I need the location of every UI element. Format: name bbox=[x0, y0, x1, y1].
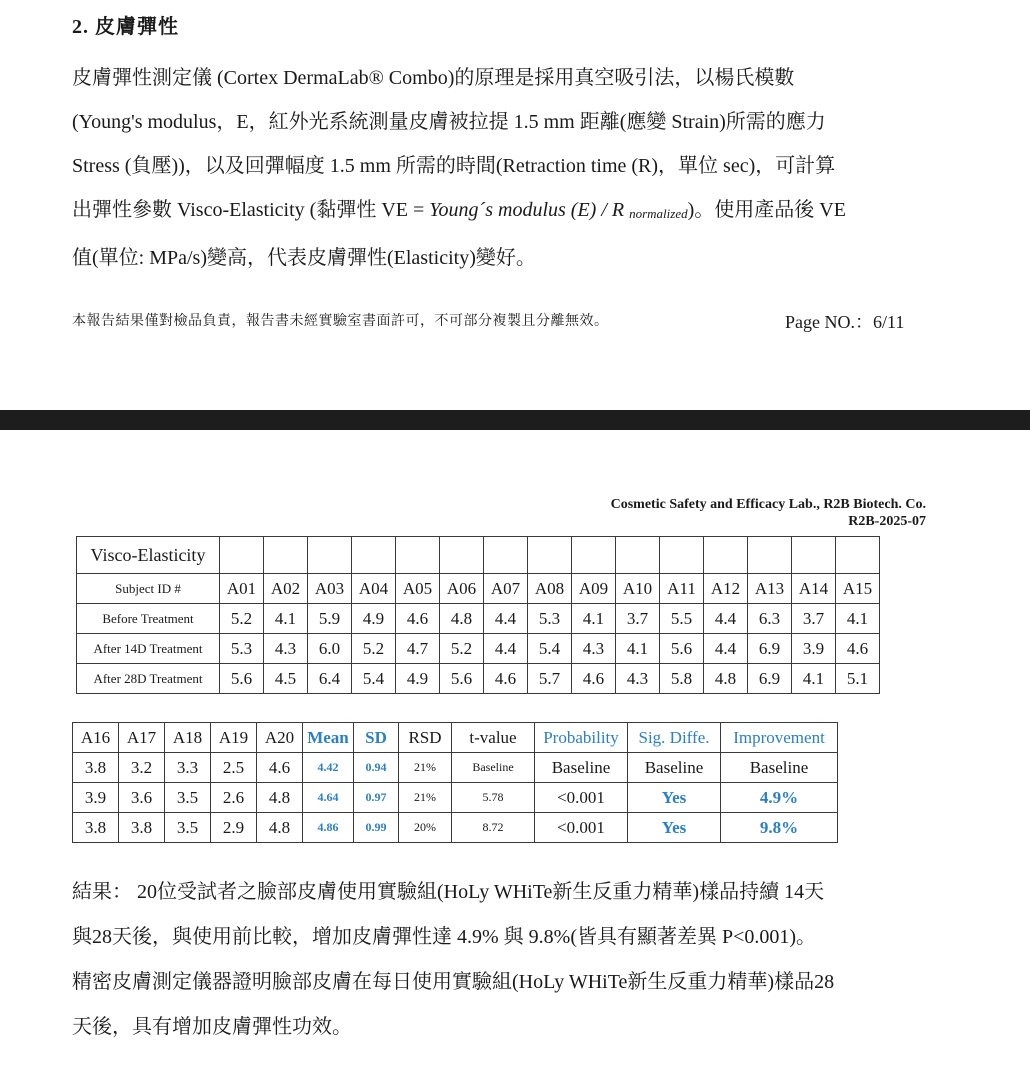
table-cell: 4.8 bbox=[440, 604, 484, 634]
column-header: A18 bbox=[165, 723, 211, 753]
empty-cell bbox=[440, 537, 484, 574]
row-label: Before Treatment bbox=[77, 604, 220, 634]
table-cell: 5.1 bbox=[836, 664, 880, 694]
table-cell: 2.9 bbox=[211, 813, 257, 843]
empty-cell bbox=[484, 537, 528, 574]
row-label: Subject ID # bbox=[77, 574, 220, 604]
column-header: A01 bbox=[220, 574, 264, 604]
ve-formula: Young´s modulus (E) / R bbox=[429, 199, 625, 221]
table-cell: 2.6 bbox=[211, 783, 257, 813]
table-cell: 3.8 bbox=[73, 813, 119, 843]
table-cell: 3.8 bbox=[73, 753, 119, 783]
column-header: Probability bbox=[535, 723, 628, 753]
column-header: A17 bbox=[119, 723, 165, 753]
empty-cell bbox=[792, 537, 836, 574]
paragraph-line: 皮膚彈性測定儀 (Cortex DermaLab® Combo)的原理是採用真空吸引法，以楊氏模數 bbox=[72, 67, 795, 89]
table-cell: <0.001 bbox=[535, 783, 628, 813]
table-cell: 4.1 bbox=[572, 604, 616, 634]
table-cell: 6.9 bbox=[748, 634, 792, 664]
table-cell: 3.8 bbox=[119, 813, 165, 843]
table-cell: 3.9 bbox=[73, 783, 119, 813]
table-cell: 4.3 bbox=[616, 664, 660, 694]
table-cell: 4.64 bbox=[303, 783, 354, 813]
table-cell: 5.3 bbox=[220, 634, 264, 664]
column-header: A20 bbox=[257, 723, 303, 753]
table-cell: 3.5 bbox=[165, 783, 211, 813]
table-cell: 5.2 bbox=[220, 604, 264, 634]
table-cell: 2.5 bbox=[211, 753, 257, 783]
report-page-7 bbox=[0, 430, 1030, 1089]
table-cell: 21% bbox=[399, 753, 452, 783]
table-cell: 4.4 bbox=[704, 604, 748, 634]
report-page-6 bbox=[0, 0, 1030, 410]
table-cell: 5.4 bbox=[528, 634, 572, 664]
row-label: After 28D Treatment bbox=[77, 664, 220, 694]
visco-elasticity-table-2 bbox=[72, 722, 838, 843]
table-cell: Baseline bbox=[628, 753, 721, 783]
column-header: A05 bbox=[396, 574, 440, 604]
table-cell: 5.6 bbox=[660, 634, 704, 664]
table-cell: 3.7 bbox=[792, 604, 836, 634]
table-cell: 3.5 bbox=[165, 813, 211, 843]
table-cell: 4.6 bbox=[836, 634, 880, 664]
table-cell: 4.1 bbox=[616, 634, 660, 664]
table-cell: 6.4 bbox=[308, 664, 352, 694]
table-cell: 5.5 bbox=[660, 604, 704, 634]
table-cell: 3.3 bbox=[165, 753, 211, 783]
table-cell: 21% bbox=[399, 783, 452, 813]
column-header: A06 bbox=[440, 574, 484, 604]
table-cell: 5.2 bbox=[440, 634, 484, 664]
table-cell: 4.9 bbox=[352, 604, 396, 634]
table-cell: 5.78 bbox=[452, 783, 535, 813]
table-cell: 4.8 bbox=[257, 783, 303, 813]
table-cell: Yes bbox=[628, 813, 721, 843]
column-header: A10 bbox=[616, 574, 660, 604]
table-cell: 4.1 bbox=[792, 664, 836, 694]
table-cell: 6.9 bbox=[748, 664, 792, 694]
empty-cell bbox=[748, 537, 792, 574]
conclusion-paragraph bbox=[72, 870, 952, 1050]
column-header: A14 bbox=[792, 574, 836, 604]
page-number: Page NO.：6/11 bbox=[785, 312, 905, 332]
table-cell: 0.94 bbox=[354, 753, 399, 783]
table-cell: 4.3 bbox=[264, 634, 308, 664]
table-cell: 4.8 bbox=[257, 813, 303, 843]
empty-cell bbox=[396, 537, 440, 574]
empty-cell bbox=[572, 537, 616, 574]
table-cell: 4.7 bbox=[396, 634, 440, 664]
table-row bbox=[77, 664, 880, 694]
visco-elasticity-table-1 bbox=[76, 536, 880, 694]
empty-cell bbox=[220, 537, 264, 574]
method-paragraph bbox=[72, 56, 942, 280]
column-header: Sig. Diffe. bbox=[628, 723, 721, 753]
table-cell: 4.6 bbox=[484, 664, 528, 694]
column-header: t-value bbox=[452, 723, 535, 753]
table-cell: 5.8 bbox=[660, 664, 704, 694]
paragraph-line: 結果： 20位受試者之臉部皮膚使用實驗組(HoLy WHiTe新生反重力精華)樣品持續 14天 bbox=[72, 881, 825, 903]
table-cell: 5.2 bbox=[352, 634, 396, 664]
report-id: R2B-2025-07 bbox=[848, 514, 926, 529]
empty-cell bbox=[528, 537, 572, 574]
empty-cell bbox=[352, 537, 396, 574]
paragraph-line: 值(單位: MPa/s)變高，代表皮膚彈性(Elasticity)變好。 bbox=[72, 247, 536, 269]
table-row bbox=[73, 783, 838, 813]
column-header: A02 bbox=[264, 574, 308, 604]
column-header: A07 bbox=[484, 574, 528, 604]
footer-disclaimer: 本報告結果僅對檢品負責，報告書未經實驗室書面許可，不可部分複製且分離無效。 bbox=[72, 314, 609, 329]
table-cell: Baseline bbox=[721, 753, 838, 783]
table-cell: Yes bbox=[628, 783, 721, 813]
column-header: RSD bbox=[399, 723, 452, 753]
empty-cell bbox=[704, 537, 748, 574]
lab-name: Cosmetic Safety and Efficacy Lab., R2B Biotech. Co. bbox=[610, 497, 926, 512]
column-header: A08 bbox=[528, 574, 572, 604]
column-header: Improvement bbox=[721, 723, 838, 753]
column-header: A11 bbox=[660, 574, 704, 604]
column-header: SD bbox=[354, 723, 399, 753]
table-cell: 3.2 bbox=[119, 753, 165, 783]
table-cell: 5.3 bbox=[528, 604, 572, 634]
empty-cell bbox=[308, 537, 352, 574]
table-cell: 5.4 bbox=[352, 664, 396, 694]
paragraph-line: (Young's modulus，E，紅外光系統測量皮膚被拉提 1.5 mm 距離(應變 Strain)所需的應力 bbox=[72, 111, 826, 133]
table-row bbox=[73, 753, 838, 783]
table-header-row bbox=[73, 723, 838, 753]
table-cell: 3.6 bbox=[119, 783, 165, 813]
table-header-row bbox=[77, 574, 880, 604]
table-title: Visco-Elasticity bbox=[77, 537, 220, 574]
column-header: A04 bbox=[352, 574, 396, 604]
table-cell: 3.9 bbox=[792, 634, 836, 664]
column-header: A12 bbox=[704, 574, 748, 604]
table-cell: 4.1 bbox=[264, 604, 308, 634]
column-header: A16 bbox=[73, 723, 119, 753]
table-cell: 5.6 bbox=[440, 664, 484, 694]
table-cell: 9.8% bbox=[721, 813, 838, 843]
table-row bbox=[77, 604, 880, 634]
table-cell: 20% bbox=[399, 813, 452, 843]
column-header: A03 bbox=[308, 574, 352, 604]
table-cell: 0.97 bbox=[354, 783, 399, 813]
table-cell: 4.6 bbox=[257, 753, 303, 783]
empty-cell bbox=[616, 537, 660, 574]
column-header: A13 bbox=[748, 574, 792, 604]
table-cell: 4.9 bbox=[396, 664, 440, 694]
table-cell: 4.6 bbox=[572, 664, 616, 694]
table-cell: 0.99 bbox=[354, 813, 399, 843]
page-divider bbox=[0, 410, 1030, 430]
table-cell: 8.72 bbox=[452, 813, 535, 843]
paragraph-line: 天後，具有增加皮膚彈性功效。 bbox=[72, 1016, 352, 1038]
table-cell: <0.001 bbox=[535, 813, 628, 843]
paragraph-line: 與28天後，與使用前比較，增加皮膚彈性達 4.9% 與 9.8%(皆具有顯著差異 P<0.001)。 bbox=[72, 926, 817, 948]
table-cell: 4.8 bbox=[704, 664, 748, 694]
column-header: A19 bbox=[211, 723, 257, 753]
empty-cell bbox=[660, 537, 704, 574]
paragraph-line: 出彈性參數 Visco-Elasticity (黏彈性 VE = Young´s modulus (E) / R normalized)。使用產品後 VE bbox=[72, 199, 846, 221]
table-cell: 6.0 bbox=[308, 634, 352, 664]
table-cell: 4.1 bbox=[836, 604, 880, 634]
table-cell: 4.4 bbox=[704, 634, 748, 664]
empty-cell bbox=[264, 537, 308, 574]
column-header: Mean bbox=[303, 723, 354, 753]
table-cell: 6.3 bbox=[748, 604, 792, 634]
table-cell: 4.86 bbox=[303, 813, 354, 843]
table-row bbox=[77, 634, 880, 664]
table-cell: 4.4 bbox=[484, 634, 528, 664]
table-cell: 4.4 bbox=[484, 604, 528, 634]
row-label: After 14D Treatment bbox=[77, 634, 220, 664]
table-row bbox=[77, 537, 880, 574]
column-header: A15 bbox=[836, 574, 880, 604]
table-cell: 5.6 bbox=[220, 664, 264, 694]
column-header: A09 bbox=[572, 574, 616, 604]
table-cell: 4.5 bbox=[264, 664, 308, 694]
table-cell: 4.9% bbox=[721, 783, 838, 813]
table-cell: 3.7 bbox=[616, 604, 660, 634]
table-cell: Baseline bbox=[452, 753, 535, 783]
table-row bbox=[73, 813, 838, 843]
table-cell: 4.3 bbox=[572, 634, 616, 664]
table-cell: Baseline bbox=[535, 753, 628, 783]
table-cell: 5.7 bbox=[528, 664, 572, 694]
empty-cell bbox=[836, 537, 880, 574]
table-cell: 5.9 bbox=[308, 604, 352, 634]
table-cell: 4.42 bbox=[303, 753, 354, 783]
table-cell: 4.6 bbox=[396, 604, 440, 634]
lab-header bbox=[611, 496, 926, 530]
paragraph-line: 精密皮膚測定儀器證明臉部皮膚在每日使用實驗組(HoLy WHiTe新生反重力精華)樣品28 bbox=[72, 971, 835, 993]
paragraph-line: Stress (負壓))，以及回彈幅度 1.5 mm 所需的時間(Retraction time (R)，單位 sec)，可計算 bbox=[72, 155, 836, 177]
section-title: 2. 皮膚彈性 bbox=[72, 16, 179, 38]
